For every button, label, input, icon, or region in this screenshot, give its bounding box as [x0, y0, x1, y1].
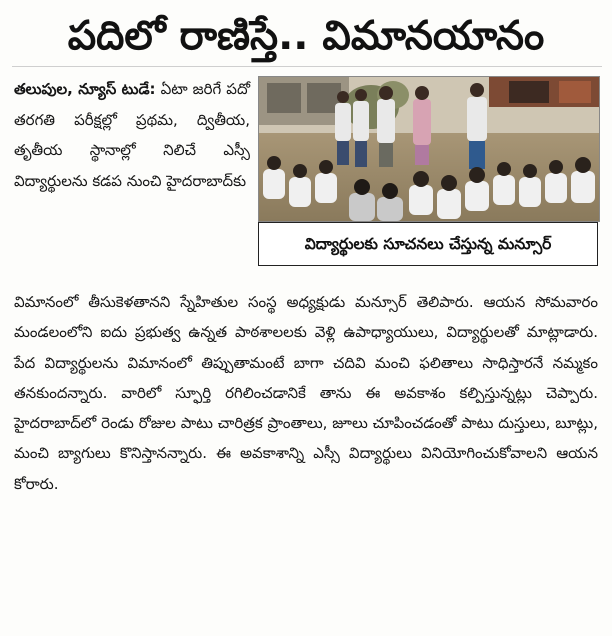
lead-paragraph — [14, 74, 250, 196]
left-column — [14, 74, 250, 196]
body-paragraph: విమానంలో తీసుకెళతానని స్నేహితుల సంస్థ అధ్యక్షుడు మన్సూర్ తెలిపారు. ఆయన సోమవారం మండలంలోని ఐదు ప్రభుత్వ ఉన్నత పాఠశాలలకు వెళ్లి ఉపాధ్యాయులు, విద్యార్థులతో మాట్లాడారు. పేద విద్యార్థులను విమానంలో తిప్పుతామంటే బాగా చదివి మంచి ఫలితాలు సాధిస్తారనే నమ్మకం తనకుందన్నారు. వారిలో స్ఫూర్తి రగిలించడానికే తాను ఈ అవకాశం కల్పిస్తున్నట్లు చెప్పారు. హైదరాబాద్‌లో రెండు రోజుల పాటు చారిత్రక ప్రాంతాలు, జూలు చూపించడంతో పాటు దుస్తులు, బూట్లు, మంచి బ్యాగులు కొనిస్తానన్నారు. ఈ అవకాశాన్ని ఎస్సీ విద్యార్థులు వినియోగించుకోవాలని ఆయన కోరారు. — [14, 293, 598, 493]
photo-caption: విద్యార్థులకు సూచనలు చేస్తున్న మన్సూర్ — [258, 222, 598, 266]
news-photo — [258, 76, 600, 222]
headline-divider — [12, 66, 602, 67]
students-gathering-photo — [259, 77, 599, 221]
dateline: తలుపుల, న్యూస్ టుడే: — [14, 80, 156, 98]
lead-text: ఏటా జరిగే పదో తరగతి పరీక్షల్లో ప్రథమ, ద్వితీయ, తృతీయ స్థానాల్లో నిలిచే ఎస్సీ విద్యార్థులను కడప నుంచి హైదరాబాద్‌కు — [14, 80, 250, 190]
headline: పదిలో రాణిస్తే.. విమానయానం — [67, 13, 545, 59]
body-text — [14, 287, 598, 499]
